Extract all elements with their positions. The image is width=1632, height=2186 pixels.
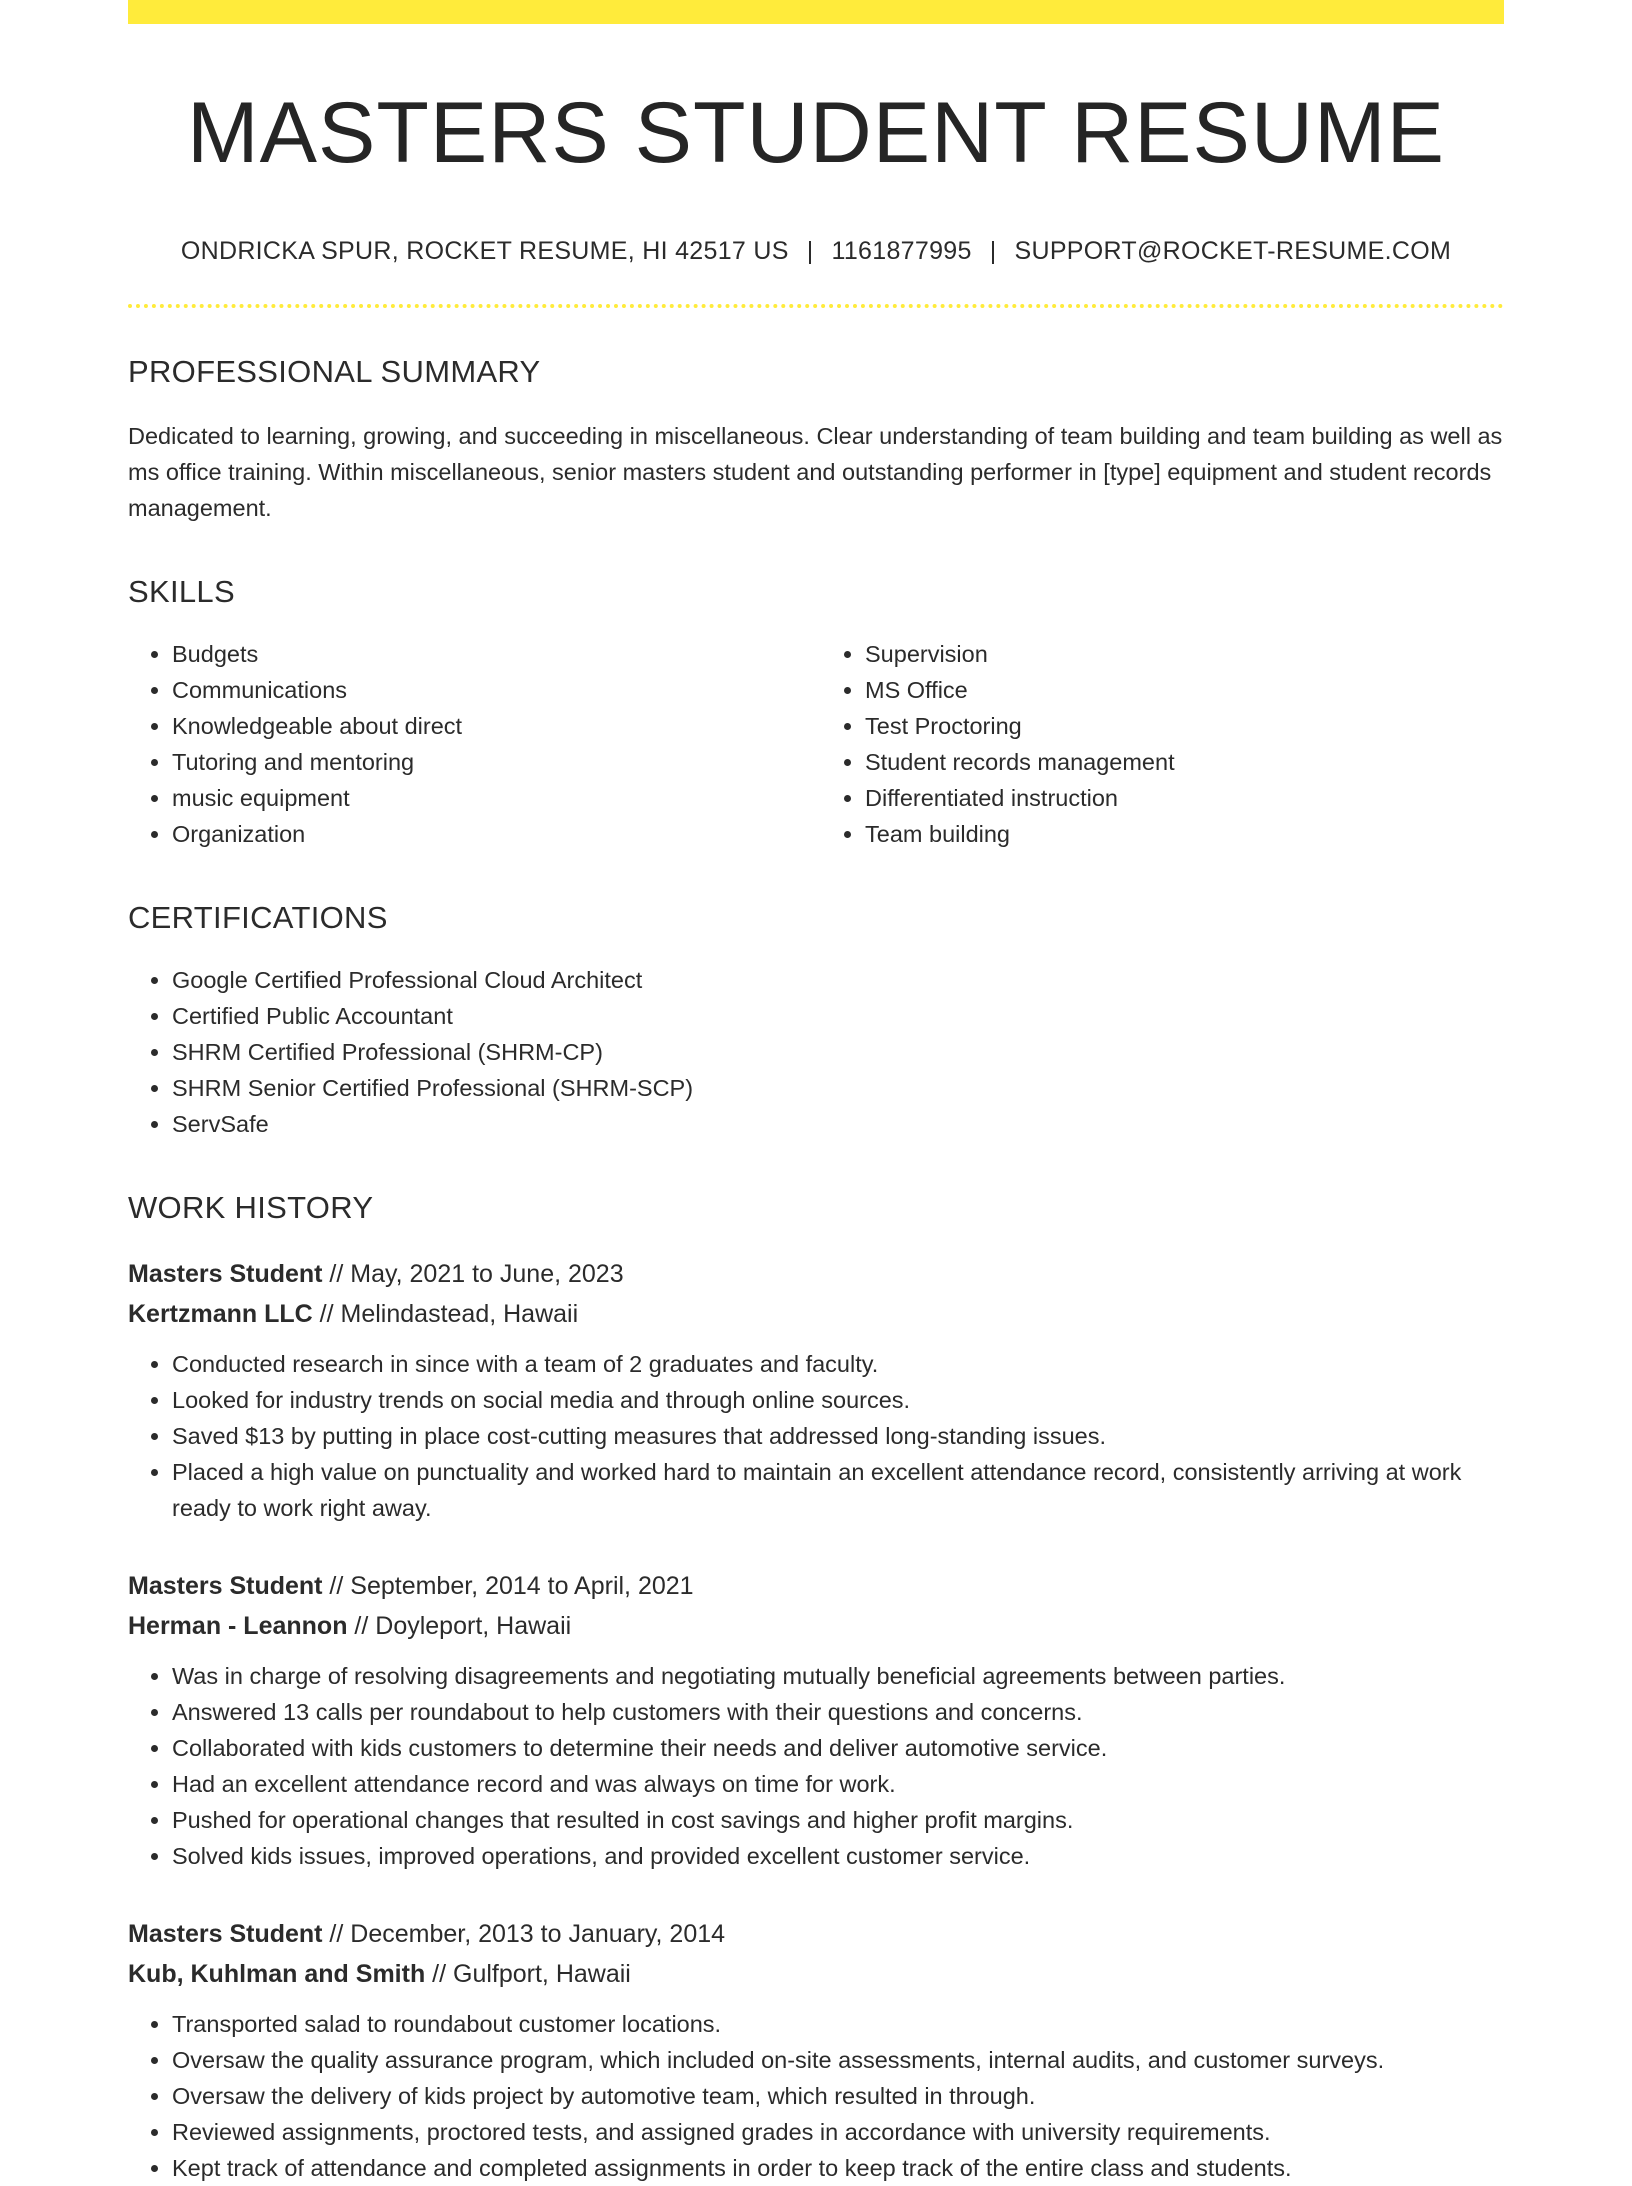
job-company: Herman - Leannon [128,1612,348,1641]
skill-item: • Differentiated instruction [865,780,1504,816]
summary-heading: PROFESSIONAL SUMMARY [128,354,541,390]
job-location: // Melindastead, Hawaii [312,1300,579,1329]
work-history-heading: WORK HISTORY [128,1190,374,1226]
skill-item: • Tutoring and mentoring [172,744,816,780]
job-location: // Gulfport, Hawaii [425,1960,631,1989]
resume-title: MASTERS STUDENT RESUME [187,85,1445,181]
job-bullet: • Answered 13 calls per roundabout to help customers with their questions and concerns. [172,1694,1504,1730]
contact-phone: 1161877995 [831,237,972,266]
job-company: Kub, Kuhlman and Smith [128,1960,426,1989]
job-bullet: • Had an excellent attendance record and was always on time for work. [172,1766,1504,1802]
job-title-line [128,1254,1504,1294]
top-accent-bar [128,0,1504,24]
skill-item: • Supervision [865,636,1504,672]
contact-email: SUPPORT@ROCKET-RESUME.COM [1014,237,1452,266]
contact-address: ONDRICKA SPUR, ROCKET RESUME, HI 42517 US [180,237,789,266]
job-bullet: • Oversaw the delivery of kids project by automotive team, which resulted in through. [172,2078,1504,2114]
job-company-line [128,1606,1504,1646]
skill-item: • music equipment [172,780,816,816]
job-entry [128,1914,1504,2186]
summary-text: Dedicated to learning, growing, and succeeding in miscellaneous. Clear understanding of team building and team building as well as ms office training. Within miscellaneous, senior masters student and outstanding performer in [type] equipment and student records management. [128,423,1503,522]
job-company-line [128,1294,1504,1334]
job-entry [128,1254,1504,1526]
dotted-divider [128,304,1504,308]
job-company: Kertzmann LLC [128,1300,313,1329]
job-role: Masters Student [128,1260,323,1289]
job-bullet: • Solved kids issues, improved operations, and provided excellent customer service. [172,1838,1504,1874]
job-bullet: • Looked for industry trends on social media and through online sources. [172,1382,1504,1418]
certification-item: • SHRM Senior Certified Professional (SHRM-SCP) [172,1070,1504,1106]
certification-item: • Certified Public Accountant [172,998,1504,1034]
job-bullets [128,1658,1504,1874]
job-bullets [128,1346,1504,1526]
contact-separator: | [989,237,997,266]
job-bullet: • Was in charge of resolving disagreements and negotiating mutually beneficial agreements between parties. [172,1658,1504,1694]
job-dates: // May, 2021 to June, 2023 [322,1260,624,1289]
skills-list-right [816,636,1504,852]
skill-item: • Communications [172,672,816,708]
job-role: Masters Student [128,1920,323,1949]
skills-list-left [128,636,816,852]
job-bullet: • Pushed for operational changes that resulted in cost savings and higher profit margins. [172,1802,1504,1838]
job-title-line [128,1914,1504,1954]
certification-item: • ServSafe [172,1106,1504,1142]
job-location: // Doyleport, Hawaii [347,1612,572,1641]
certifications-heading: CERTIFICATIONS [128,900,388,936]
job-bullet: • Oversaw the quality assurance program, which included on-site assessments, internal audits, and customer surveys. [172,2042,1504,2078]
contact-line [128,237,1504,266]
job-bullet: • Transported salad to roundabout customer locations. [172,2006,1504,2042]
job-dates: // September, 2014 to April, 2021 [322,1572,694,1601]
job-bullet: • Reviewed assignments, proctored tests, and assigned grades in accordance with university requirements. [172,2114,1504,2150]
job-bullets [128,2006,1504,2186]
skill-item: • Budgets [172,636,816,672]
job-bullet: • Kept track of attendance and completed assignments in order to keep track of the entire class and students. [172,2150,1504,2186]
skill-item: • Team building [865,816,1504,852]
contact-separator: | [806,237,814,266]
skill-item: • MS Office [865,672,1504,708]
job-entry [128,1566,1504,1874]
job-bullet: • Saved $13 by putting in place cost-cutting measures that addressed long-standing issues. [172,1418,1504,1454]
skill-item: • Student records management [865,744,1504,780]
skills-grid [128,610,1504,852]
job-bullet: • Collaborated with kids customers to determine their needs and deliver automotive service. [172,1730,1504,1766]
job-dates: // December, 2013 to January, 2014 [322,1920,726,1949]
certifications-list [128,962,1504,1142]
skill-item: • Knowledgeable about direct [172,708,816,744]
job-company-line [128,1954,1504,1994]
certification-item: • Google Certified Professional Cloud Architect [172,962,1504,998]
skill-item: • Test Proctoring [865,708,1504,744]
job-bullet: • Conducted research in since with a team of 2 graduates and faculty. [172,1346,1504,1382]
skills-heading: SKILLS [128,574,235,610]
resume-page [128,0,1504,2186]
job-role: Masters Student [128,1572,323,1601]
job-bullet: • Placed a high value on punctuality and worked hard to maintain an excellent attendance record, consistently arriving at work ready to work right away. [172,1454,1504,1526]
certification-item: • SHRM Certified Professional (SHRM-CP) [172,1034,1504,1070]
job-title-line [128,1566,1504,1606]
skill-item: • Organization [172,816,816,852]
